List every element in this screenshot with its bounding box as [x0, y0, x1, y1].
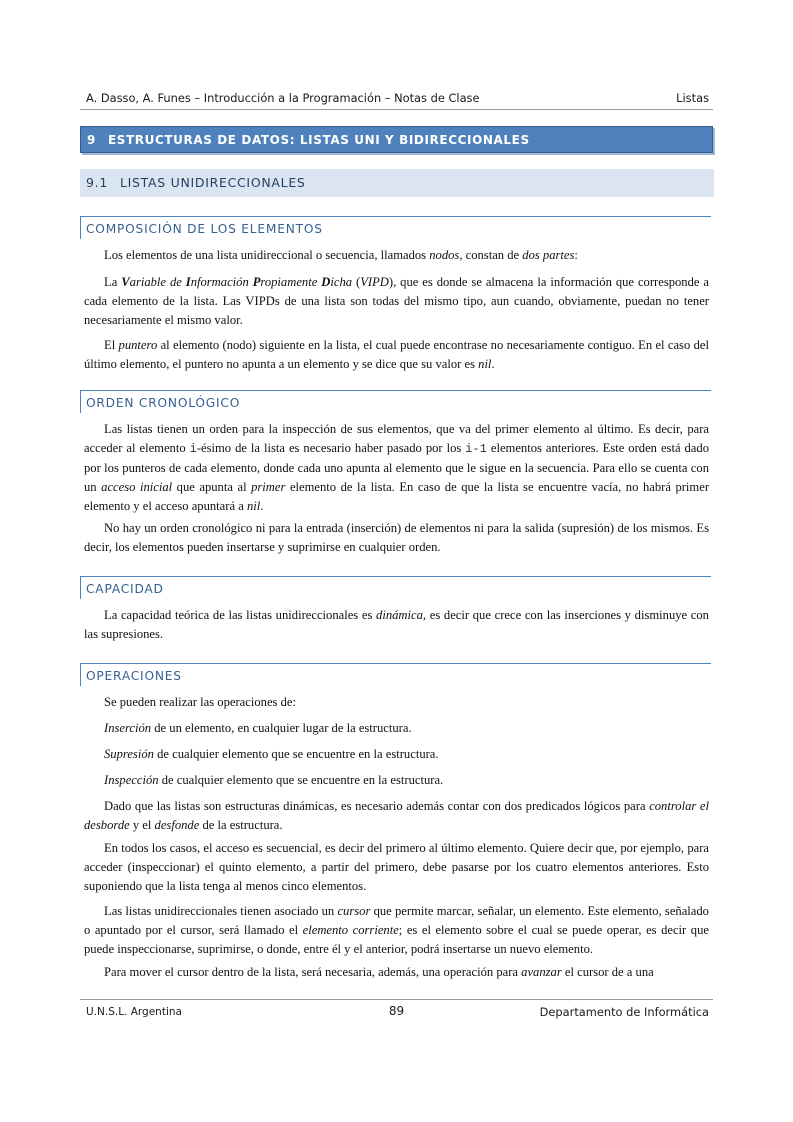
header-divider — [80, 109, 713, 110]
subheading-composicion: COMPOSICIÓN DE LOS ELEMENTOS — [80, 216, 711, 239]
page-number: 89 — [388, 1004, 405, 1018]
paragraph-operaciones-8: Para mover el cursor dentro de la lista, será necesaria, además, una operación para avanzar el cursor de a una — [104, 965, 654, 979]
chapter-number: 9 — [87, 133, 96, 147]
section-heading — [80, 169, 714, 197]
header-section: Listas — [676, 91, 709, 105]
paragraph-operaciones-1: Se pueden realizar las operaciones de: — [104, 695, 296, 709]
paragraph-operaciones-5: Dado que las listas son estructuras dinámicas, es necesario además contar con dos predicados lógicos para controlar el desborde y el desfonde de la estructura. — [84, 799, 709, 832]
paragraph-composicion-1: Los elementos de una lista unidireccional o secuencia, llamados nodos, constan de dos partes: — [104, 248, 578, 262]
chapter-title: ESTRUCTURAS DE DATOS: LISTAS UNI Y BIDIRECCIONALES — [107, 133, 530, 147]
page-header — [86, 91, 709, 105]
paragraph-orden-2: No hay un orden cronológico ni para la entrada (inserción) de elementos ni para la salida (supresión) de los mismos. Es decir, los elementos pueden insertarse y suprimirse en cualquier orden. — [84, 521, 709, 554]
subheading-capacidad: CAPACIDAD — [80, 576, 711, 599]
paragraph-operaciones-6: En todos los casos, el acceso es secuencial, es decir del primero al último elemento. Quiere decir que, por ejemplo, para acceder (inspeccionar) el quinto elemento, a partir del primero, debe pasarse por los cuatro elementos anteriores. Esto suponiendo que la lista tenga al menos cinco elementos. — [84, 841, 709, 893]
paragraph-composicion-2: La Variable de Información Propiamente Dicha (VIPD), que es donde se almacena la información que corresponde a cada elemento de la lista. Las VIPDs de una lista son todas del mismo tipo, aun cuando, obviamente, puedan no tener necesariamente el mismo valor. — [84, 275, 710, 327]
chapter-heading — [80, 126, 713, 153]
footer-divider — [80, 999, 713, 1000]
subheading-orden: ORDEN CRONOLÓGICO — [80, 390, 711, 413]
section-title: LISTAS UNIDIRECCIONALES — [119, 175, 306, 190]
paragraph-capacidad: La capacidad teórica de las listas unidireccionales es dinámica, es decir que crece con las inserciones y disminuye con las supresiones. — [84, 608, 709, 641]
paragraph-operaciones-supresion: Supresión de cualquier elemento que se encuentre en la estructura. — [104, 747, 439, 761]
paragraph-operaciones-insercion: Inserción de un elemento, en cualquier lugar de la estructura. — [104, 721, 412, 735]
paragraph-composicion-3: El puntero al elemento (nodo) siguiente en la lista, el cual puede encontrase no necesariamente contiguo. En el caso del último elemento, el puntero no apunta a un elemento y se dice que su valor es nil. — [84, 338, 709, 371]
paragraph-operaciones-7: Las listas unidireccionales tienen asociado un cursor que permite marcar, señalar, un elemento. Este elemento, señalado o apuntado por el cursor, será llamado el elemento corriente; es el elemento sobre el cual se puede operar, es decir que puede inspeccionarse, suprimirse, o donde, entre él y el anterior, podrá insertarse un nuevo elemento. — [84, 904, 709, 956]
section-number: 9.1 — [86, 175, 108, 190]
paragraph-orden-1: Las listas tienen un orden para la inspección de sus elementos, que va del primer elemento al último. Es decir, para acceder al elemento i-ésimo de la lista es necesario haber pasado por los i-1 elementos anteriores. Este orden está dado por los punteros de cada elemento, donde cada uno apunta al elemento que le sigue en la secuencia. Para ello se cuenta con un acceso inicial que apunta al primer elemento de la lista. En caso de que la lista se encuentre vacía, no habrá primer elemento y el acceso apuntará a nil. — [84, 422, 710, 513]
paragraph-operaciones-inspeccion: Inspección de cualquier elemento que se encuentre en la estructura. — [104, 773, 444, 787]
subheading-operaciones: OPERACIONES — [80, 663, 711, 686]
footer-institution: U.N.S.L. Argentina — [86, 1006, 182, 1018]
header-title: A. Dasso, A. Funes – Introducción a la Programación – Notas de Clase — [86, 91, 480, 105]
footer-department: Departamento de Informática — [539, 1005, 709, 1019]
